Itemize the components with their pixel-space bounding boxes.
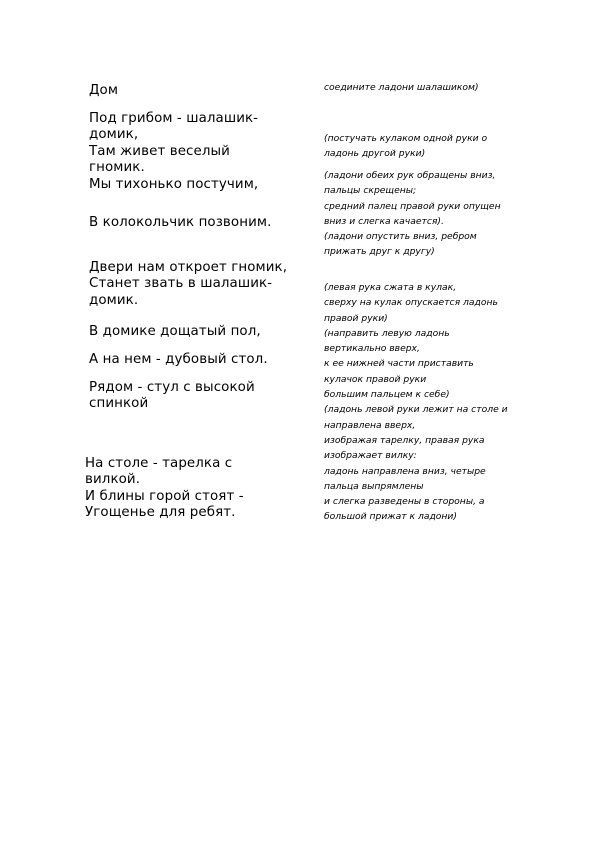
poem-stanza-final: На столе - тарелка с вилкой. И блины горой стоят - Угощенье для ребят. [85,456,244,521]
note-2: (постучать кулаком одной руки о ладонь другой руки) [324,133,488,160]
poem-stanza-1: Под грибом - шалашик- домик, Там живет веселый гномик. Мы тихонько постучим, [89,111,259,192]
poem-line-floor: В домике дощатый пол, [89,324,261,339]
note-3: (ладони обеих рук обращены вниз, пальцы скрещены; средний палец правой руки опущен вниз и слегка качается). (ладони опустить вниз, ребром прижать друг к другу) [324,170,501,258]
poem-line-table: А на нем - дубовый стол. [89,352,268,367]
poem-title: Дом [89,83,119,98]
poem-line-bell: В колокольчик позвоним. [89,215,272,230]
note-4: (левая рука сжата в кулак, сверху на кулак опускается ладонь правой руки) (направить левую ладонь вертикально вверх, к ее нижней части приставить кулачок правой руки большим пальцем к себе) (ладонь левой руки лежит на столе и направлена вверх, изображая тарелку, правая рука изображает вилку: ладонь направлена вниз, четыре пальца выпрямлены и слегка разведены в стороны, а большой прижат к ладони) [324,282,508,523]
poem-stanza-chair: Рядом - стул с высокой спинкой [89,380,255,412]
note-1: соедините ладони шалашиком) [324,82,479,93]
poem-stanza-2: Двери нам откроет гномик, Станет звать в шалашик- домик. [89,260,288,308]
